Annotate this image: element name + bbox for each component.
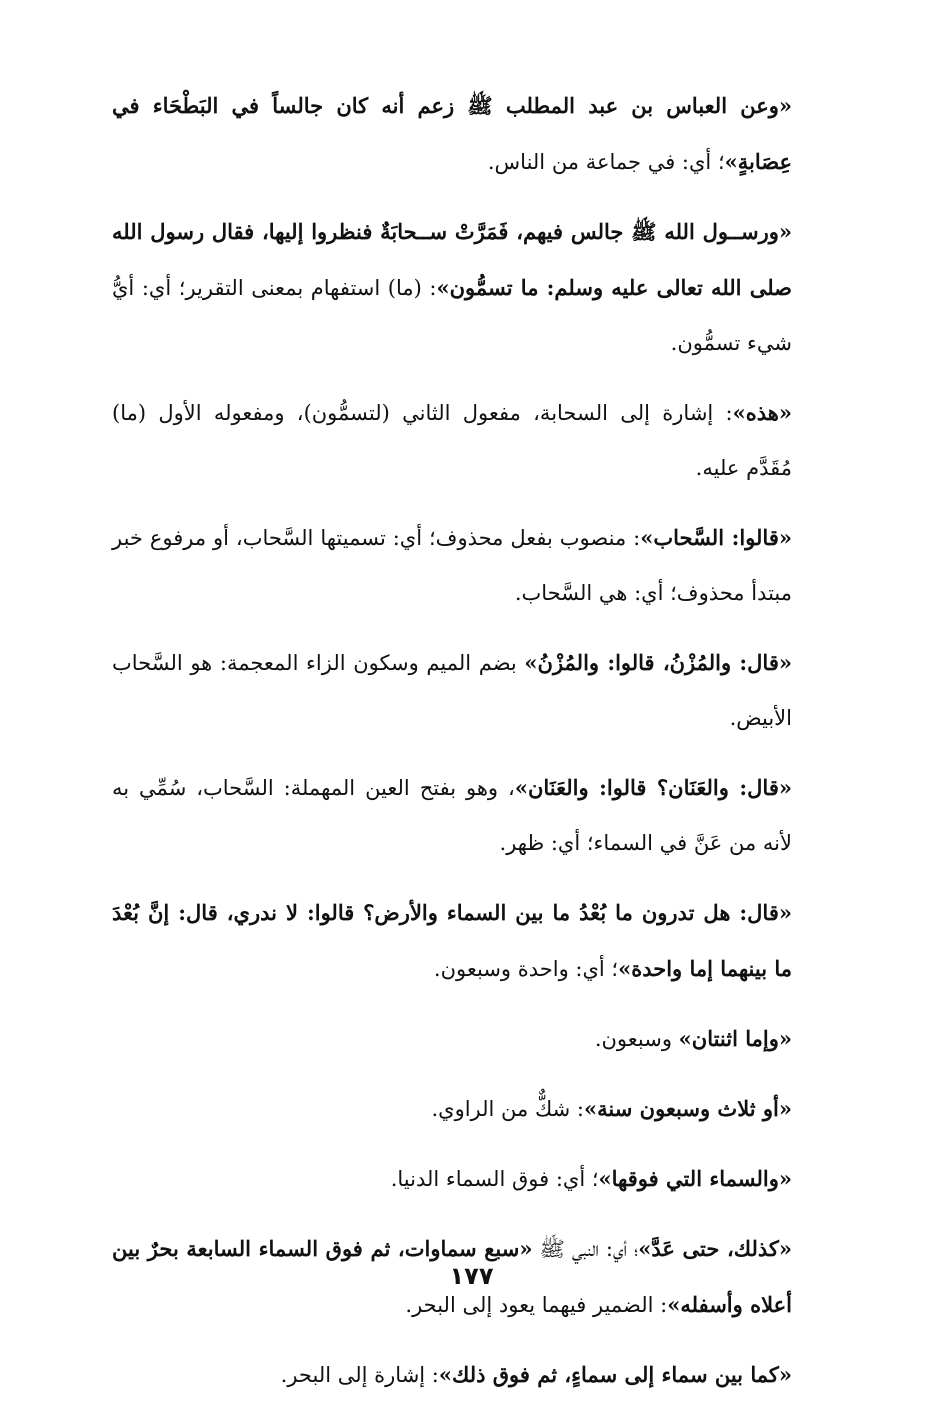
- hadith-text: «أو ثلاث وسبعون سنة»: [584, 1096, 792, 1121]
- commentary-text: ، وهو بفتح العين المهملة: السَّحاب، سُمِّي به لأنه من عَنَّ في السماء؛ أي: ظهر.: [112, 776, 792, 855]
- commentary-text: ؛ أي: النبي ﷺ: [532, 1237, 639, 1261]
- commentary-text: بضم الميم وسكون الزاء المعجمة: هو السَّحاب الأبيض.: [112, 651, 792, 730]
- commentary-text: : منصوب بفعل محذوف؛ أي: تسميتها السَّحاب، أو مرفوع خبر مبتدأ محذوف؛ أي: هي السَّحاب.: [112, 526, 792, 605]
- hadith-text: «كما بين سماء إلى سماءٍ، ثم فوق ذلك»: [438, 1362, 792, 1387]
- hadith-text: «قالوا: السَّحاب»: [640, 525, 792, 550]
- paragraph-abbas-narration: [112, 78, 832, 190]
- hadith-text: «قال: هل تدرون ما بُعْدُ ما بين السماء والأرض؟ قالوا: لا ندري، قال: إنَّ بُعْدَ ما بينهما إما واحدة»: [112, 900, 792, 981]
- hadith-text: «كذلك، حتى عَدَّ»: [638, 1236, 792, 1261]
- paragraph-cloud-passes: [112, 204, 832, 371]
- paragraph-or-two: [112, 1011, 832, 1067]
- hadith-text: «قال: والمُزْنُ، قالوا: والمُزْنُ»: [524, 650, 792, 675]
- commentary-text: : شكٌّ من الراوي.: [431, 1097, 585, 1121]
- paragraph-this: [112, 385, 832, 496]
- commentary-text: وسبعون.: [594, 1027, 679, 1051]
- commentary-text: : (ما) استفهام بمعنى التقرير؛ أي: أيُّ شيء تسمُّون.: [112, 276, 792, 355]
- paragraph-anan: [112, 760, 832, 871]
- commentary-text: : إشارة إلى السحابة، مفعول الثاني (لتسمُّون)، ومفعوله الأول (ما) مُقَدَّم عليه.: [112, 401, 792, 480]
- hadith-text: «قال: والعَنَان؟ قالوا: والعَنَان»: [514, 775, 792, 800]
- paragraph-distance: [112, 885, 832, 997]
- commentary-text: ؛ أي: فوق السماء الدنيا.: [390, 1167, 599, 1191]
- paragraph-muzn: [112, 635, 832, 746]
- page-body: [112, 78, 832, 1417]
- paragraph-or-three: [112, 1081, 832, 1137]
- paragraph-as-between: [112, 1347, 832, 1403]
- commentary-text: ؛ أي: واحدة وسبعون.: [433, 957, 619, 981]
- hadith-text: «سبع سماوات، ثم فوق السماء السابعة بحرٌ بين أعلاه وأسفله»: [112, 1236, 792, 1317]
- paragraph-sahab: [112, 510, 832, 621]
- hadith-text: «والسماء التي فوقها»: [598, 1166, 792, 1191]
- paragraph-sky-above: [112, 1151, 832, 1207]
- hadith-text: «وعن العباس بن عبد المطلب ﷺ زعم أنه كان جالساً في البَطْحَاء في عِصَابةٍ»: [112, 93, 792, 174]
- commentary-text: ؛ أي: في جماعة من الناس.: [487, 150, 725, 174]
- hadith-text: «ورســول الله ﷺ جالس فيهم، فَمَرَّتْ ســحابَةٌ فنظروا إليها، فقال رسول الله صلى الله تعالى عليه وسلم: ما تسمُّون»: [112, 219, 792, 300]
- commentary-text: : الضمير فيهما يعود إلى البحر.: [405, 1293, 668, 1317]
- page-number: ١٧٧: [449, 1262, 494, 1290]
- hadith-text: «هذه»: [732, 400, 792, 425]
- hadith-text: «وإما اثنتان»: [678, 1026, 792, 1051]
- commentary-text: : إشارة إلى البحر.: [280, 1363, 439, 1387]
